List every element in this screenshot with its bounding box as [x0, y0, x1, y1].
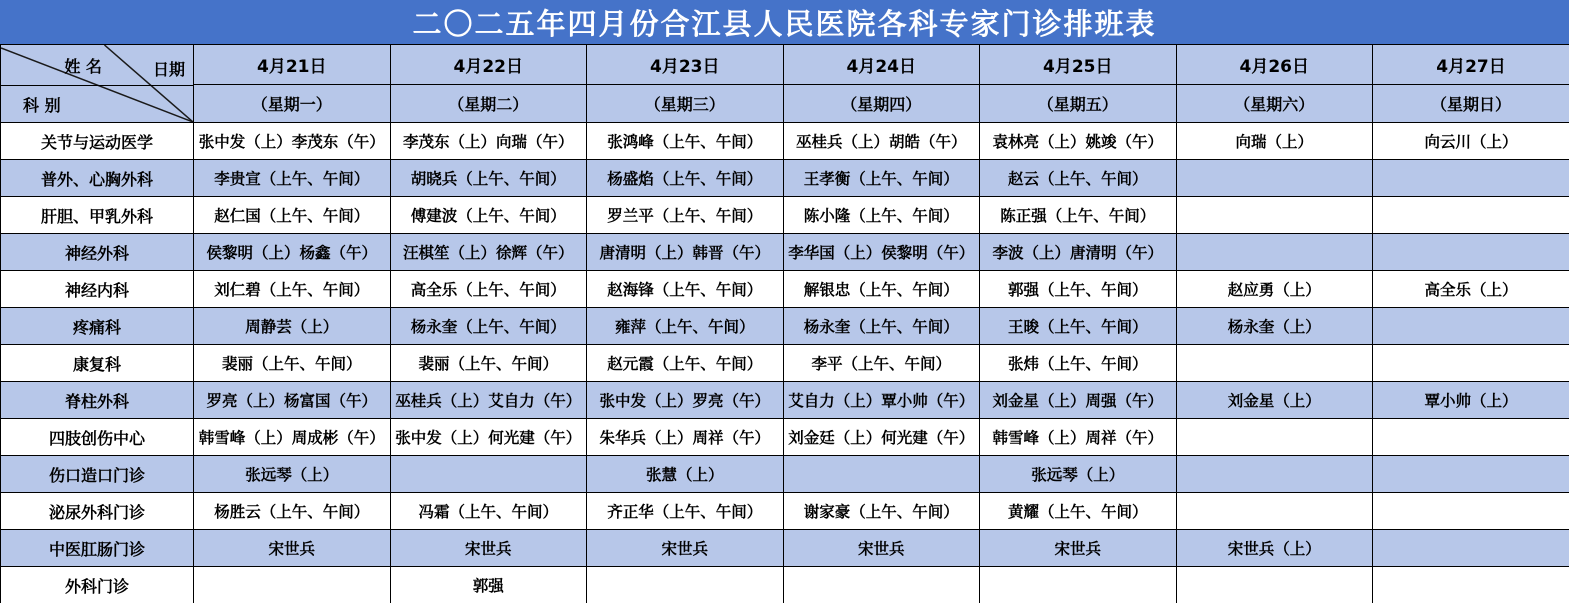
schedule-cell: 刘金廷（上）何光建（午）: [783, 419, 980, 456]
department-cell: 神经内科: [1, 271, 194, 308]
table-row: [1, 382, 1569, 419]
column-header-date: 4月22日: [390, 45, 587, 85]
schedule-cell: 宋世兵: [390, 530, 587, 567]
column-header-weekday: （星期三）: [587, 85, 784, 123]
schedule-cell: 赵海锋（上午、午间）: [587, 271, 784, 308]
column-header-date: 4月24日: [783, 45, 980, 85]
table-row: [1, 493, 1569, 530]
schedule-cell: 李平（上午、午间）: [783, 345, 980, 382]
column-header-date: 4月26日: [1176, 45, 1373, 85]
schedule-cell: 汪棋笙（上）徐辉（午）: [390, 234, 587, 271]
schedule-cell: 齐正华（上午、午间）: [587, 493, 784, 530]
schedule-cell: 张慧（上）: [587, 456, 784, 493]
department-cell: 外科门诊: [1, 567, 194, 603]
table-row: [1, 123, 1569, 160]
column-header-date: 4月21日: [194, 45, 391, 85]
schedule-cell: 李贵宣（上午、午间）: [194, 160, 391, 197]
schedule-cell: 刘金星（上）: [1176, 382, 1373, 419]
schedule-cell: [783, 567, 980, 603]
schedule-cell: 张炜（上午、午间）: [980, 345, 1177, 382]
schedule-cell: 巫桂兵（上）胡皓（午）: [783, 123, 980, 160]
schedule-cell: 宋世兵: [783, 530, 980, 567]
schedule-cell: 侯黎明（上）杨鑫（午）: [194, 234, 391, 271]
table-row: [1, 530, 1569, 567]
department-cell: 普外、心胸外科: [1, 160, 194, 197]
table-row: [1, 345, 1569, 382]
schedule-cell: 高全乐（上）: [1373, 271, 1569, 308]
schedule-cell: [1176, 567, 1373, 603]
schedule-cell: [1176, 419, 1373, 456]
column-header-weekday: （星期四）: [783, 85, 980, 123]
schedule-cell: 罗亮（上）杨富国（午）: [194, 382, 391, 419]
schedule-cell: 韩雪峰（上）周成彬（午）: [194, 419, 391, 456]
corner-date-label: 日期: [152, 60, 185, 79]
schedule-cell: 裴丽（上午、午间）: [194, 345, 391, 382]
schedule-cell: [783, 456, 980, 493]
schedule-cell: 巫桂兵（上）艾自力（午）: [390, 382, 587, 419]
table-row: [1, 456, 1569, 493]
schedule-cell: 赵云（上午、午间）: [980, 160, 1177, 197]
department-cell: 关节与运动医学: [1, 123, 194, 160]
schedule-cell: 杨永奎（上午、午间）: [390, 308, 587, 345]
schedule-cell: 张中发（上）罗亮（午）: [587, 382, 784, 419]
schedule-cell: 刘金星（上）周强（午）: [980, 382, 1177, 419]
column-header-weekday: （星期日）: [1373, 85, 1569, 123]
schedule-cell: 张中发（上）李茂东（午）: [194, 123, 391, 160]
schedule-cell: 覃小帅（上）: [1373, 382, 1569, 419]
schedule-cell: 韩雪峰（上）周祥（午）: [980, 419, 1177, 456]
schedule-cell: [1373, 308, 1569, 345]
schedule-cell: [1176, 160, 1373, 197]
schedule-cell: 宋世兵: [587, 530, 784, 567]
table-row: [1, 567, 1569, 603]
schedule-cell: 王晙（上午、午间）: [980, 308, 1177, 345]
table-row: [1, 160, 1569, 197]
schedule-cell: 张远琴（上）: [194, 456, 391, 493]
schedule-cell: 裴丽（上午、午间）: [390, 345, 587, 382]
schedule-cell: [1373, 419, 1569, 456]
schedule-cell: 解银忠（上午、午间）: [783, 271, 980, 308]
schedule-table: [0, 44, 1569, 603]
department-cell: 中医肛肠门诊: [1, 530, 194, 567]
schedule-cell: [1373, 160, 1569, 197]
schedule-cell: 杨永奎（上）: [1176, 308, 1373, 345]
schedule-cell: 张中发（上）何光建（午）: [390, 419, 587, 456]
schedule-cell: 冯霜（上午、午间）: [390, 493, 587, 530]
schedule-cell: [1373, 197, 1569, 234]
schedule-cell: 宋世兵: [980, 530, 1177, 567]
schedule-cell: 赵元霞（上午、午间）: [587, 345, 784, 382]
schedule-cell: 胡晓兵（上午、午间）: [390, 160, 587, 197]
schedule-cell: 李波（上）唐清明（午）: [980, 234, 1177, 271]
schedule-cell: 向瑞（上）: [1176, 123, 1373, 160]
schedule-cell: 杨盛焰（上午、午间）: [587, 160, 784, 197]
schedule-cell: [1176, 234, 1373, 271]
schedule-cell: 赵仁国（上午、午间）: [194, 197, 391, 234]
schedule-cell: 袁林亮（上）姚竣（午）: [980, 123, 1177, 160]
schedule-cell: 朱华兵（上）周祥（午）: [587, 419, 784, 456]
schedule-cell: [390, 456, 587, 493]
schedule-cell: 陈小隆（上午、午间）: [783, 197, 980, 234]
column-header-weekday: （星期一）: [194, 85, 391, 123]
schedule-cell: 刘仁碧（上午、午间）: [194, 271, 391, 308]
table-row: [1, 419, 1569, 456]
corner-dept-label: 科 别: [23, 96, 61, 115]
schedule-cell: [1373, 234, 1569, 271]
column-header-date: 4月27日: [1373, 45, 1569, 85]
column-header-date: 4月23日: [587, 45, 784, 85]
schedule-cell: 李华国（上）侯黎明（午）: [783, 234, 980, 271]
department-cell: 肝胆、甲乳外科: [1, 197, 194, 234]
schedule-cell: 赵应勇（上）: [1176, 271, 1373, 308]
department-cell: 康复科: [1, 345, 194, 382]
schedule-cell: 王孝衡（上午、午间）: [783, 160, 980, 197]
schedule-cell: 陈正强（上午、午间）: [980, 197, 1177, 234]
header-row-dates: [1, 45, 1569, 85]
table-row: [1, 234, 1569, 271]
corner-row-divider: [1, 85, 193, 86]
column-header-date: 4月25日: [980, 45, 1177, 85]
column-header-weekday: （星期五）: [980, 85, 1177, 123]
column-header-weekday: （星期六）: [1176, 85, 1373, 123]
schedule-body: [1, 123, 1569, 603]
schedule-cell: [194, 567, 391, 603]
schedule-cell: 郭强（上午、午间）: [980, 271, 1177, 308]
schedule-cell: 黄耀（上午、午间）: [980, 493, 1177, 530]
table-row: [1, 308, 1569, 345]
table-row: [1, 271, 1569, 308]
schedule-cell: [1373, 530, 1569, 567]
schedule-cell: 郭强: [390, 567, 587, 603]
schedule-cell: 高全乐（上午、午间）: [390, 271, 587, 308]
schedule-cell: 谢家豪（上午、午间）: [783, 493, 980, 530]
department-cell: 四肢创伤中心: [1, 419, 194, 456]
schedule-cell: [1176, 345, 1373, 382]
header-row-weekdays: [1, 85, 1569, 123]
schedule-cell: 宋世兵: [194, 530, 391, 567]
department-cell: 伤口造口门诊: [1, 456, 194, 493]
schedule-cell: [587, 567, 784, 603]
schedule-cell: 唐清明（上）韩晋（午）: [587, 234, 784, 271]
schedule-cell: 张鸿峰（上午、午间）: [587, 123, 784, 160]
schedule-cell: [1176, 493, 1373, 530]
schedule-cell: [1176, 197, 1373, 234]
department-cell: 泌尿外科门诊: [1, 493, 194, 530]
schedule-cell: 罗兰平（上午、午间）: [587, 197, 784, 234]
department-cell: 神经外科: [1, 234, 194, 271]
schedule-cell: 李茂东（上）向瑞（午）: [390, 123, 587, 160]
corner-header-cell: [1, 45, 194, 123]
schedule-cell: 周静芸（上）: [194, 308, 391, 345]
schedule-cell: 宋世兵（上）: [1176, 530, 1373, 567]
schedule-cell: [1373, 493, 1569, 530]
schedule-cell: [1373, 456, 1569, 493]
schedule-cell: [1373, 567, 1569, 603]
schedule-cell: 向云川（上）: [1373, 123, 1569, 160]
department-cell: 脊柱外科: [1, 382, 194, 419]
schedule-cell: 雍萍（上午、午间）: [587, 308, 784, 345]
column-header-weekday: （星期二）: [390, 85, 587, 123]
corner-name-label: 姓 名: [64, 57, 102, 76]
schedule-cell: 杨永奎（上午、午间）: [783, 308, 980, 345]
department-cell: 疼痛科: [1, 308, 194, 345]
schedule-cell: 艾自力（上）覃小帅（午）: [783, 382, 980, 419]
schedule-cell: [1373, 345, 1569, 382]
page-title: 二〇二五年四月份合江县人民医院各科专家门诊排班表: [0, 0, 1569, 44]
table-row: [1, 197, 1569, 234]
schedule-cell: 傅建波（上午、午间）: [390, 197, 587, 234]
schedule-cell: [1176, 456, 1373, 493]
schedule-cell: [980, 567, 1177, 603]
schedule-cell: 杨胜云（上午、午间）: [194, 493, 391, 530]
schedule-cell: 张远琴（上）: [980, 456, 1177, 493]
